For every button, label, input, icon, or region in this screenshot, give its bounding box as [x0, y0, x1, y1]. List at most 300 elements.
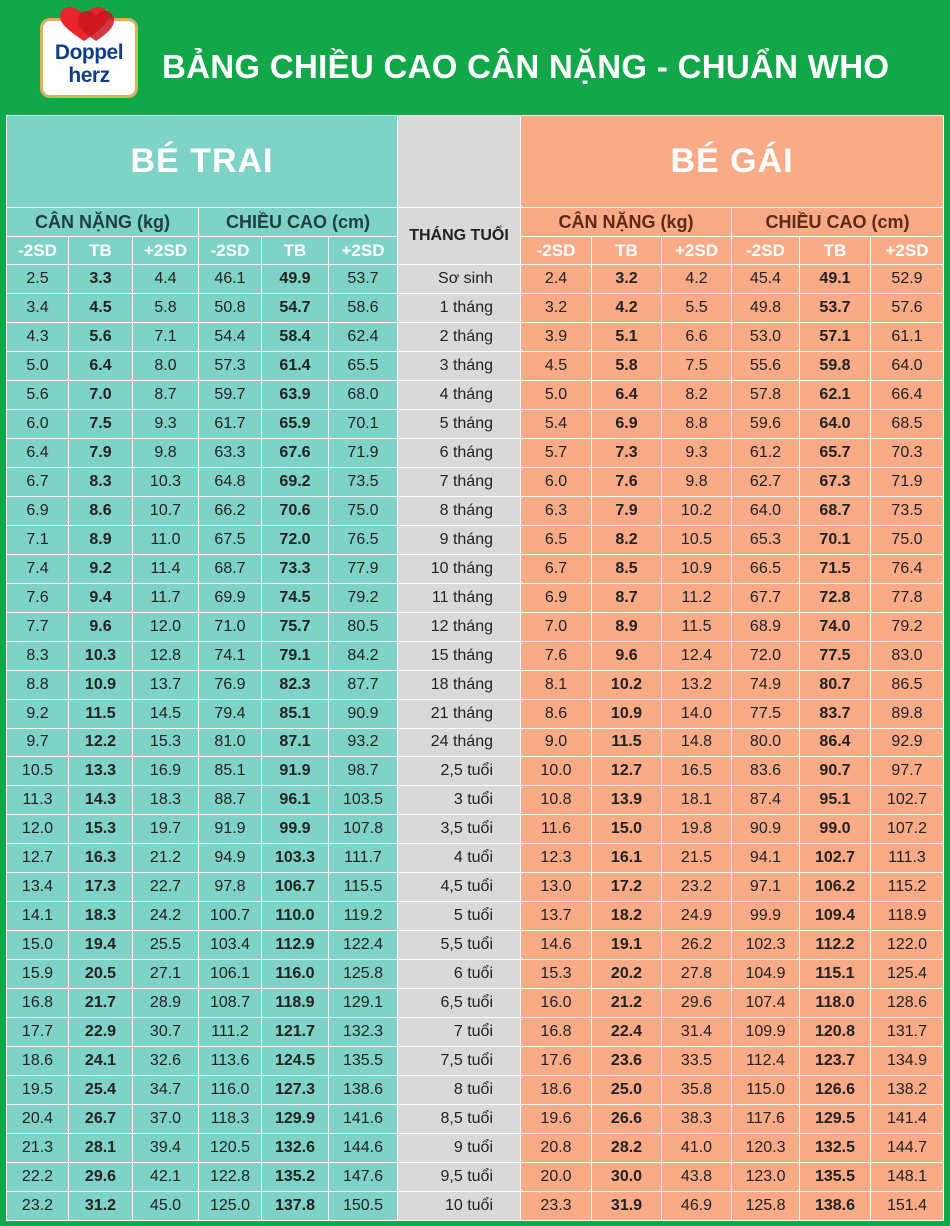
boy-height-avg-cell: 99.9 — [262, 815, 329, 844]
girl-weight-plus2sd-cell: 10.9 — [662, 554, 732, 583]
girl-height-avg-cell: 95.1 — [800, 786, 871, 815]
age-label-cell: Sơ sinh — [398, 265, 521, 294]
boy-weight-minus2sd-cell: 12.0 — [7, 815, 69, 844]
boy-height-minus2sd-cell: 113.6 — [199, 1047, 262, 1076]
boy-weight-plus2sd-cell: 22.7 — [133, 873, 199, 902]
boy-height-avg-cell: 74.5 — [262, 583, 329, 612]
boy-weight-plus2sd-cell: 32.6 — [133, 1047, 199, 1076]
boy-height-avg-cell: 103.3 — [262, 844, 329, 873]
table-row — [7, 265, 944, 294]
girl-height-plus2sd-cell: 131.7 — [871, 1018, 944, 1047]
girl-height-plus2sd-cell: 57.6 — [871, 293, 944, 322]
girl-height-plus2sd-cell: 76.4 — [871, 554, 944, 583]
girl-height-avg-cell: 118.0 — [800, 989, 871, 1018]
boy-height-avg-cell: 137.8 — [262, 1192, 329, 1221]
boy-weight-plus2sd-cell: 34.7 — [133, 1076, 199, 1105]
girl-height-avg-cell: 80.7 — [800, 670, 871, 699]
boy-weight-avg-cell: 9.4 — [69, 583, 133, 612]
boy-height-plus2sd-cell: 119.2 — [329, 902, 398, 931]
boy-height-plus2sd-cell: 150.5 — [329, 1192, 398, 1221]
girl-weight-avg-cell: 3.2 — [592, 265, 662, 294]
girl-weight-avg-cell: 26.6 — [592, 1105, 662, 1134]
girl-weight-minus2sd-cell: 5.4 — [521, 409, 592, 438]
girl-weight-plus2sd-cell: 9.8 — [662, 467, 732, 496]
boy-weight-plus2sd-cell: 7.1 — [133, 322, 199, 351]
boy-weight-plus2sd-cell: 28.9 — [133, 989, 199, 1018]
boy-height-minus2sd-cell: 88.7 — [199, 786, 262, 815]
boy-height-avg-cell: 91.9 — [262, 757, 329, 786]
girl-height-minus2sd-cell: 97.1 — [732, 873, 800, 902]
age-label-cell: 5 tuổi — [398, 902, 521, 931]
boy-weight-plus2sd-cell: 11.4 — [133, 554, 199, 583]
boy-weight-minus2sd-cell: 7.7 — [7, 612, 69, 641]
boy-height-plus2sd-cell: 144.6 — [329, 1134, 398, 1163]
boy-height-avg-cell: 75.7 — [262, 612, 329, 641]
boy-height-plus2sd-cell: 80.5 — [329, 612, 398, 641]
boy-height-avg-cell: 73.3 — [262, 554, 329, 583]
girl-weight-avg-cell: 9.6 — [592, 641, 662, 670]
brand-name-line1: Doppel — [54, 41, 124, 64]
boy-weight-avg-cell: 8.6 — [69, 496, 133, 525]
age-label-cell: 1 tháng — [398, 293, 521, 322]
girl-height-plus2sd-cell: 83.0 — [871, 641, 944, 670]
boy-height-plus2sd-cell: 53.7 — [329, 265, 398, 294]
boy-weight-minus2sd-cell: 9.2 — [7, 699, 69, 728]
girl-height-avg-cell: 102.7 — [800, 844, 871, 873]
age-label-cell: 10 tháng — [398, 554, 521, 583]
girl-weight-plus2sd-cell: 9.3 — [662, 438, 732, 467]
girl-height-minus2sd-cell: 66.5 — [732, 554, 800, 583]
age-label-cell: 24 tháng — [398, 728, 521, 757]
girl-height-minus2sd-cell: 62.7 — [732, 467, 800, 496]
table-row — [7, 728, 944, 757]
age-label-cell: 10 tuổi — [398, 1192, 521, 1221]
boy-height-plus2sd-cell: 125.8 — [329, 960, 398, 989]
boy-height-plus2sd-cell: 90.9 — [329, 699, 398, 728]
boy-weight-avg-cell: 21.7 — [69, 989, 133, 1018]
table-row — [7, 496, 944, 525]
girl-height-plus2sd-cell: 75.0 — [871, 525, 944, 554]
boy-weight-minus2sd-cell: 8.8 — [7, 670, 69, 699]
table-row — [7, 293, 944, 322]
girl-weight-minus2sd-cell: 7.0 — [521, 612, 592, 641]
girl-weight-minus2sd-cell: 20.8 — [521, 1134, 592, 1163]
girl-weight-avg-cell: 7.9 — [592, 496, 662, 525]
girl-weight-plus2sd-cell: 10.2 — [662, 496, 732, 525]
age-label-cell: 3 tuổi — [398, 786, 521, 815]
girl-weight-plus2sd-cell: 12.4 — [662, 641, 732, 670]
boy-height-avg-cell: 87.1 — [262, 728, 329, 757]
girl-height-avg-cell: 68.7 — [800, 496, 871, 525]
age-label-cell: 4 tuổi — [398, 844, 521, 873]
girl-weight-plus2sd-cell: 8.8 — [662, 409, 732, 438]
boy-height-minus2sd-cell: 69.9 — [199, 583, 262, 612]
girl-height-avg-cell: 74.0 — [800, 612, 871, 641]
table-row — [7, 1192, 944, 1221]
boy-weight-plus2sd-header: +2SD — [133, 237, 199, 265]
girl-weight-minus2sd-cell: 5.7 — [521, 438, 592, 467]
girl-weight-minus2sd-cell: 3.9 — [521, 322, 592, 351]
girl-weight-plus2sd-cell: 11.5 — [662, 612, 732, 641]
boy-weight-avg-cell: 14.3 — [69, 786, 133, 815]
age-label-cell: 5,5 tuổi — [398, 931, 521, 960]
girl-weight-avg-cell: 21.2 — [592, 989, 662, 1018]
boy-height-minus2sd-header: -2SD — [199, 237, 262, 265]
girl-height-minus2sd-cell: 61.2 — [732, 438, 800, 467]
girl-height-minus2sd-cell: 53.0 — [732, 322, 800, 351]
girl-weight-avg-cell: 25.0 — [592, 1076, 662, 1105]
boy-weight-minus2sd-header: -2SD — [7, 237, 69, 265]
boy-height-avg-cell: 135.2 — [262, 1163, 329, 1192]
girl-weight-minus2sd-cell: 13.0 — [521, 873, 592, 902]
girl-weight-minus2sd-cell: 6.5 — [521, 525, 592, 554]
girl-weight-plus2sd-cell: 35.8 — [662, 1076, 732, 1105]
boy-weight-minus2sd-cell: 23.2 — [7, 1192, 69, 1221]
girl-height-avg-cell: 99.0 — [800, 815, 871, 844]
girl-height-plus2sd-cell: 66.4 — [871, 380, 944, 409]
table-row — [7, 351, 944, 380]
boy-weight-plus2sd-cell: 37.0 — [133, 1105, 199, 1134]
boy-height-plus2sd-cell: 62.4 — [329, 322, 398, 351]
girl-height-plus2sd-cell: 148.1 — [871, 1163, 944, 1192]
girl-weight-avg-cell: 10.9 — [592, 699, 662, 728]
boy-weight-plus2sd-cell: 16.9 — [133, 757, 199, 786]
girl-height-minus2sd-cell: 125.8 — [732, 1192, 800, 1221]
boy-weight-avg-cell: 28.1 — [69, 1134, 133, 1163]
boy-weight-plus2sd-cell: 25.5 — [133, 931, 199, 960]
boy-weight-minus2sd-cell: 6.4 — [7, 438, 69, 467]
age-label-cell: 9 tuổi — [398, 1134, 521, 1163]
boy-weight-avg-cell: 13.3 — [69, 757, 133, 786]
girl-weight-minus2sd-cell: 8.6 — [521, 699, 592, 728]
girl-height-plus2sd-header: +2SD — [871, 237, 944, 265]
age-label-cell: 3 tháng — [398, 351, 521, 380]
girl-weight-plus2sd-cell: 8.2 — [662, 380, 732, 409]
girl-weight-minus2sd-cell: 17.6 — [521, 1047, 592, 1076]
boy-weight-avg-cell: 24.1 — [69, 1047, 133, 1076]
table-row — [7, 873, 944, 902]
boy-height-avg-cell: 69.2 — [262, 467, 329, 496]
girl-height-avg-cell: 126.6 — [800, 1076, 871, 1105]
girl-height-minus2sd-cell: 87.4 — [732, 786, 800, 815]
table-row — [7, 815, 944, 844]
boy-weight-minus2sd-cell: 16.8 — [7, 989, 69, 1018]
girl-height-minus2sd-cell: 107.4 — [732, 989, 800, 1018]
boy-weight-minus2sd-cell: 15.0 — [7, 931, 69, 960]
girl-height-plus2sd-cell: 52.9 — [871, 265, 944, 294]
boy-weight-plus2sd-cell: 4.4 — [133, 265, 199, 294]
boy-height-avg-cell: 82.3 — [262, 670, 329, 699]
boy-height-plus2sd-cell: 84.2 — [329, 641, 398, 670]
table-row — [7, 1018, 944, 1047]
girl-height-avg-cell: 57.1 — [800, 322, 871, 351]
table-row — [7, 380, 944, 409]
girl-weight-avg-cell: 19.1 — [592, 931, 662, 960]
boy-height-avg-cell: 61.4 — [262, 351, 329, 380]
girl-height-plus2sd-cell: 138.2 — [871, 1076, 944, 1105]
boy-weight-minus2sd-cell: 14.1 — [7, 902, 69, 931]
girl-height-minus2sd-cell: 112.4 — [732, 1047, 800, 1076]
age-label-cell: 8 tuổi — [398, 1076, 521, 1105]
age-column-spacer — [398, 116, 521, 208]
girl-height-minus2sd-cell: 57.8 — [732, 380, 800, 409]
growth-table — [6, 115, 944, 1221]
boy-weight-minus2sd-cell: 2.5 — [7, 265, 69, 294]
boy-weight-avg-cell: 6.4 — [69, 351, 133, 380]
boy-height-minus2sd-cell: 108.7 — [199, 989, 262, 1018]
boy-weight-minus2sd-cell: 15.9 — [7, 960, 69, 989]
boy-section-title: BÉ TRAI — [7, 116, 398, 208]
boy-height-minus2sd-cell: 118.3 — [199, 1105, 262, 1134]
boy-height-plus2sd-cell: 115.5 — [329, 873, 398, 902]
girl-height-avg-cell: 120.8 — [800, 1018, 871, 1047]
boy-weight-avg-cell: 16.3 — [69, 844, 133, 873]
girl-weight-avg-cell: 17.2 — [592, 873, 662, 902]
girl-height-plus2sd-cell: 97.7 — [871, 757, 944, 786]
age-label-cell: 18 tháng — [398, 670, 521, 699]
girl-weight-plus2sd-cell: 19.8 — [662, 815, 732, 844]
girl-height-avg-cell: 83.7 — [800, 699, 871, 728]
boy-weight-avg-cell: 3.3 — [69, 265, 133, 294]
table-row — [7, 1047, 944, 1076]
boy-height-avg-cell: 110.0 — [262, 902, 329, 931]
girl-section-title: BÉ GÁI — [521, 116, 944, 208]
girl-weight-avg-cell: 31.9 — [592, 1192, 662, 1221]
boy-height-minus2sd-cell: 106.1 — [199, 960, 262, 989]
boy-height-minus2sd-cell: 81.0 — [199, 728, 262, 757]
boy-weight-avg-cell: 5.6 — [69, 322, 133, 351]
girl-height-avg-cell: 123.7 — [800, 1047, 871, 1076]
girl-height-minus2sd-cell: 72.0 — [732, 641, 800, 670]
girl-weight-avg-cell: 7.3 — [592, 438, 662, 467]
table-row — [7, 612, 944, 641]
girl-height-plus2sd-cell: 77.8 — [871, 583, 944, 612]
boy-height-minus2sd-cell: 66.2 — [199, 496, 262, 525]
boy-height-avg-cell: 63.9 — [262, 380, 329, 409]
girl-weight-plus2sd-cell: 5.5 — [662, 293, 732, 322]
boy-height-avg-cell: 112.9 — [262, 931, 329, 960]
table-row — [7, 699, 944, 728]
girl-weight-minus2sd-cell: 14.6 — [521, 931, 592, 960]
boy-height-plus2sd-header: +2SD — [329, 237, 398, 265]
boy-weight-plus2sd-cell: 10.7 — [133, 496, 199, 525]
boy-height-plus2sd-cell: 141.6 — [329, 1105, 398, 1134]
boy-height-plus2sd-cell: 75.0 — [329, 496, 398, 525]
table-row — [7, 322, 944, 351]
boy-height-plus2sd-cell: 135.5 — [329, 1047, 398, 1076]
girl-height-plus2sd-cell: 79.2 — [871, 612, 944, 641]
girl-weight-avg-header: TB — [592, 237, 662, 265]
girl-weight-minus2sd-cell: 19.6 — [521, 1105, 592, 1134]
boy-height-avg-cell: 96.1 — [262, 786, 329, 815]
boy-weight-avg-cell: 25.4 — [69, 1076, 133, 1105]
girl-weight-avg-cell: 8.7 — [592, 583, 662, 612]
boy-height-minus2sd-cell: 67.5 — [199, 525, 262, 554]
boy-weight-plus2sd-cell: 18.3 — [133, 786, 199, 815]
boy-height-avg-cell: 67.6 — [262, 438, 329, 467]
age-label-cell: 2 tháng — [398, 322, 521, 351]
table-row — [7, 438, 944, 467]
boy-height-plus2sd-cell: 103.5 — [329, 786, 398, 815]
girl-height-plus2sd-cell: 89.8 — [871, 699, 944, 728]
girl-height-plus2sd-cell: 70.3 — [871, 438, 944, 467]
boy-weight-avg-cell: 7.5 — [69, 409, 133, 438]
girl-weight-avg-cell: 20.2 — [592, 960, 662, 989]
girl-height-minus2sd-cell: 123.0 — [732, 1163, 800, 1192]
girl-height-avg-cell: 86.4 — [800, 728, 871, 757]
girl-weight-plus2sd-cell: 29.6 — [662, 989, 732, 1018]
girl-weight-minus2sd-cell: 16.0 — [521, 989, 592, 1018]
girl-height-minus2sd-cell: 45.4 — [732, 265, 800, 294]
boy-weight-plus2sd-cell: 5.8 — [133, 293, 199, 322]
age-label-cell: 9,5 tuổi — [398, 1163, 521, 1192]
table-row — [7, 960, 944, 989]
girl-height-avg-cell: 106.2 — [800, 873, 871, 902]
age-label-cell: 8,5 tuổi — [398, 1105, 521, 1134]
boy-height-plus2sd-cell: 138.6 — [329, 1076, 398, 1105]
girl-weight-avg-cell: 22.4 — [592, 1018, 662, 1047]
boy-weight-avg-cell: 11.5 — [69, 699, 133, 728]
age-label-cell: 12 tháng — [398, 612, 521, 641]
table-row — [7, 641, 944, 670]
girl-height-avg-cell: 70.1 — [800, 525, 871, 554]
boy-weight-avg-cell: 10.3 — [69, 641, 133, 670]
boy-height-plus2sd-cell: 98.7 — [329, 757, 398, 786]
age-label-cell: 6 tuổi — [398, 960, 521, 989]
girl-weight-plus2sd-cell: 21.5 — [662, 844, 732, 873]
girl-weight-plus2sd-cell: 41.0 — [662, 1134, 732, 1163]
boy-weight-minus2sd-cell: 11.3 — [7, 786, 69, 815]
age-label-cell: 8 tháng — [398, 496, 521, 525]
girl-weight-minus2sd-header: -2SD — [521, 237, 592, 265]
girl-height-minus2sd-cell: 104.9 — [732, 960, 800, 989]
boy-height-plus2sd-cell: 77.9 — [329, 554, 398, 583]
boy-weight-plus2sd-cell: 19.7 — [133, 815, 199, 844]
boy-height-minus2sd-cell: 79.4 — [199, 699, 262, 728]
girl-weight-avg-cell: 6.9 — [592, 409, 662, 438]
age-column-header: THÁNG TUỔI — [398, 208, 521, 265]
age-label-cell: 5 tháng — [398, 409, 521, 438]
girl-height-minus2sd-cell: 55.6 — [732, 351, 800, 380]
girl-weight-plus2sd-cell: 46.9 — [662, 1192, 732, 1221]
girl-weight-plus2sd-cell: 18.1 — [662, 786, 732, 815]
boy-weight-avg-cell: 8.3 — [69, 467, 133, 496]
boy-height-minus2sd-cell: 76.9 — [199, 670, 262, 699]
girl-height-minus2sd-cell: 94.1 — [732, 844, 800, 873]
girl-weight-plus2sd-cell: 23.2 — [662, 873, 732, 902]
girl-height-avg-cell: 59.8 — [800, 351, 871, 380]
boy-weight-avg-cell: 9.2 — [69, 554, 133, 583]
girl-weight-plus2sd-cell: 7.5 — [662, 351, 732, 380]
boy-height-minus2sd-cell: 100.7 — [199, 902, 262, 931]
boy-weight-plus2sd-cell: 42.1 — [133, 1163, 199, 1192]
boy-weight-minus2sd-cell: 10.5 — [7, 757, 69, 786]
page-title: BẢNG CHIỀU CAO CÂN NẶNG - CHUẨN WHO — [162, 48, 890, 85]
boy-height-avg-cell: 70.6 — [262, 496, 329, 525]
boy-height-plus2sd-cell: 68.0 — [329, 380, 398, 409]
boy-height-avg-cell: 106.7 — [262, 873, 329, 902]
age-label-cell: 7 tháng — [398, 467, 521, 496]
girl-weight-avg-cell: 7.6 — [592, 467, 662, 496]
boy-height-plus2sd-cell: 111.7 — [329, 844, 398, 873]
girl-height-avg-cell: 138.6 — [800, 1192, 871, 1221]
boy-height-plus2sd-cell: 93.2 — [329, 728, 398, 757]
boy-height-plus2sd-cell: 65.5 — [329, 351, 398, 380]
girl-weight-avg-cell: 15.0 — [592, 815, 662, 844]
girl-height-plus2sd-cell: 144.7 — [871, 1134, 944, 1163]
boy-height-minus2sd-cell: 125.0 — [199, 1192, 262, 1221]
girl-weight-plus2sd-cell: 11.2 — [662, 583, 732, 612]
boy-weight-minus2sd-cell: 22.2 — [7, 1163, 69, 1192]
table-row — [7, 1163, 944, 1192]
girl-weight-plus2sd-cell: 16.5 — [662, 757, 732, 786]
boy-height-plus2sd-cell: 87.7 — [329, 670, 398, 699]
boy-weight-plus2sd-cell: 14.5 — [133, 699, 199, 728]
boy-weight-plus2sd-cell: 11.7 — [133, 583, 199, 612]
boy-height-minus2sd-cell: 111.2 — [199, 1018, 262, 1047]
girl-weight-minus2sd-cell: 9.0 — [521, 728, 592, 757]
girl-height-plus2sd-cell: 102.7 — [871, 786, 944, 815]
boy-weight-minus2sd-cell: 5.6 — [7, 380, 69, 409]
girl-height-minus2sd-cell: 109.9 — [732, 1018, 800, 1047]
age-label-cell: 11 tháng — [398, 583, 521, 612]
boy-weight-avg-cell: 9.6 — [69, 612, 133, 641]
girl-weight-minus2sd-cell: 15.3 — [521, 960, 592, 989]
boy-weight-minus2sd-cell: 12.7 — [7, 844, 69, 873]
girl-weight-minus2sd-cell: 6.7 — [521, 554, 592, 583]
boy-height-minus2sd-cell: 116.0 — [199, 1076, 262, 1105]
boy-weight-plus2sd-cell: 30.7 — [133, 1018, 199, 1047]
girl-weight-avg-cell: 16.1 — [592, 844, 662, 873]
girl-weight-minus2sd-cell: 3.2 — [521, 293, 592, 322]
table-row — [7, 583, 944, 612]
girl-height-avg-cell: 72.8 — [800, 583, 871, 612]
girl-weight-minus2sd-cell: 8.1 — [521, 670, 592, 699]
boy-weight-minus2sd-cell: 19.5 — [7, 1076, 69, 1105]
girl-weight-minus2sd-cell: 5.0 — [521, 380, 592, 409]
table-row — [7, 467, 944, 496]
table-row — [7, 1105, 944, 1134]
boy-weight-minus2sd-cell: 3.4 — [7, 293, 69, 322]
girl-weight-avg-cell: 5.1 — [592, 322, 662, 351]
girl-weight-plus2sd-cell: 13.2 — [662, 670, 732, 699]
boy-height-plus2sd-cell: 132.3 — [329, 1018, 398, 1047]
girl-height-minus2sd-cell: 120.3 — [732, 1134, 800, 1163]
table-row — [7, 786, 944, 815]
girl-weight-plus2sd-cell: 38.3 — [662, 1105, 732, 1134]
boy-height-avg-cell: 85.1 — [262, 699, 329, 728]
boy-height-avg-cell: 72.0 — [262, 525, 329, 554]
table-row — [7, 757, 944, 786]
girl-weight-avg-cell: 18.2 — [592, 902, 662, 931]
table-row — [7, 931, 944, 960]
boy-height-plus2sd-cell: 147.6 — [329, 1163, 398, 1192]
boy-weight-plus2sd-cell: 39.4 — [133, 1134, 199, 1163]
girl-weight-avg-cell: 30.0 — [592, 1163, 662, 1192]
age-label-cell: 4,5 tuổi — [398, 873, 521, 902]
boy-weight-plus2sd-cell: 15.3 — [133, 728, 199, 757]
girl-height-plus2sd-cell: 107.2 — [871, 815, 944, 844]
girl-height-minus2sd-cell: 65.3 — [732, 525, 800, 554]
boy-height-minus2sd-cell: 57.3 — [199, 351, 262, 380]
girl-height-minus2sd-cell: 90.9 — [732, 815, 800, 844]
boy-weight-plus2sd-cell: 12.8 — [133, 641, 199, 670]
boy-weight-minus2sd-cell: 5.0 — [7, 351, 69, 380]
girl-weight-minus2sd-cell: 11.6 — [521, 815, 592, 844]
girl-height-plus2sd-cell: 61.1 — [871, 322, 944, 351]
girl-weight-minus2sd-cell: 10.8 — [521, 786, 592, 815]
girl-weight-plus2sd-cell: 10.5 — [662, 525, 732, 554]
